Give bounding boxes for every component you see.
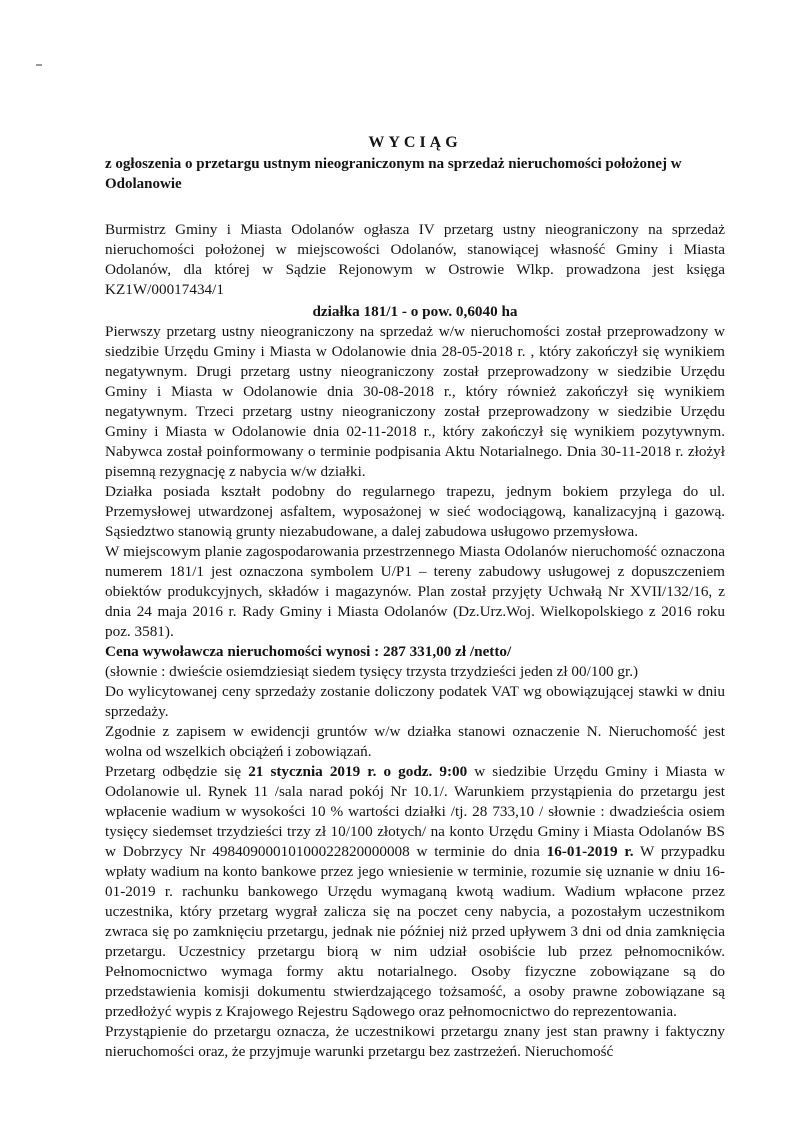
lot-heading: działka 181/1 - o pow. 0,6040 ha [312, 303, 518, 320]
intro-paragraph: Burmistrz Gminy i Miasta Odolanów ogłasza IV przetarg ustny nieograniczony na sprzedaż nieruchomości położonej w miejscowości Odolanów, stanowiącej własność Gminy i Miasta Odolanów, dla której w Sądzie Rejonowym w Ostrowie Wlkp. prowadzona jest księga KZ1W/00017434/1 [105, 221, 725, 298]
auction-text-3: w siedzibie Urzędu Gminy i Miasta w Odolanowie ul. Rynek 11 /sala narad pokój Nr 10.1/. Warunkiem przystąpienia do przetargu jest wpłacenie wadium w wysokości 10 % wartości działki /tj. 28 733,10 / słownie : dwadzieścia osiem tysięcy siedemset trzydzieści trzy zł 10/100 złotych/ na konto Urzędu Gminy i Miasta Odolanów BS w Dobrzycy Nr 49840900010100022820000008 w terminie do dnia [105, 763, 725, 860]
deposit-deadline: 16-01-2019 r. [546, 843, 634, 860]
price-line [105, 642, 725, 662]
zoning-paragraph: W miejscowym planie zagospodarowania przestrzennego Miasta Odolanów nieruchomość oznaczona numerem 181/1 jest oznaczona symbolem U/P1 – tereny zabudowy usługowej z dopuszczeniem obiektów produkcyjnych, składów i magazynów. Plan został przyjęty Uchwałą Nr XVII/132/16, z dnia 24 maja 2016 r. Rady Gminy i Miasta Odolanów (Dz.Urz.Woj. Wielkopolskiego z 2016 roku poz. 3581). [105, 543, 725, 640]
shape-paragraph: Działka posiada kształt podobny do regularnego trapezu, jednym bokiem przylega do ul. Przemysłowej utwardzonej asfaltem, wyposażonej w sieć wodociągową, kanalizacyjną i gazową. Sąsiedztwo stanowią grunty niezabudowane, a dalej zabudowa usługowo przemysłowa. [105, 483, 725, 540]
history-paragraph: Pierwszy przetarg ustny nieograniczony na sprzedaż w/w nieruchomości został przeprowadzony w siedzibie Urzędu Gminy i Miasta w Odolanowie dnia 28-05-2018 r. , który zakończył się wynikiem negatywnym. Drugi przetarg ustny nieograniczony został przeprowadzony w siedzibie Urzędu Gminy i Miasta w Odolanowie dnia 30-08-2018 r., który również zakończył się wynikiem negatywnym. Trzeci przetarg ustny nieograniczony został przeprowadzony w siedzibie Urzędu Gminy i Miasta w Odolanowie dnia 02-11-2018 r., który zakończył się wynikiem pozytywnym. Nabywca został poinformowany o terminie podpisania Aktu Notarialnego. Dnia 30-11-2018 r. złożył pisemną rezygnację z nabycia w/w działki. [105, 323, 725, 480]
document-body [105, 0, 725, 1062]
auction-paragraph [105, 762, 725, 1022]
document-subtitle: z ogłoszenia o przetargu ustnym nieograniczonym na sprzedaż nieruchomości położonej w Odolanowie [105, 156, 682, 192]
register-paragraph: Zgodnie z zapisem w ewidencji gruntów w/w działka stanowi oznaczenie N. Nieruchomość jest wolna od wszelkich obciążeń i zobowiązań. [105, 723, 725, 760]
closing-paragraph: Przystąpienie do przetargu oznacza, że uczestnikowi przetargu znany jest stan prawny i faktyczny nieruchomości oraz, że przyjmuje warunki przetargu bez zastrzeżeń. Nieruchomość [105, 1023, 725, 1060]
document-title: WYCIĄG [368, 134, 462, 151]
auction-text-1: Przetarg odbędzie się [105, 763, 249, 780]
auction-text-4: W przypadku wpłaty wadium na konto bankowe przez jego wniesienie w terminie, rozumie się uznanie w dniu 16-01-2019 r. rachunku bankowego Urzędu wymaganą kwotą wadium. Wadium wpłacone przez uczestnika, który przetarg wygrał zalicza się na poczet ceny nabycia, a pozostałym uczestnikom zwraca się po zamknięciu przetargu, jednak nie później niż przed upływem 3 dni od dnia zamknięcia przetargu. Uczestnicy przetargu biorą w nim udział osobiście lub przez pełnomocników. Pełnomocnictwo wymaga formy aktu notarialnego. Osoby fizyczne zobowiązane są do przedstawienia komisji dokumentu stwierdzającego tożsamość, a osoby prawne zobowiązane są przedłożyć wypis z Krajowego Rejestru Sądowego oraz pełnomocnictwo do reprezentowania. [105, 843, 725, 1020]
scan-mark [36, 64, 42, 66]
price-value: 287 331,00 zł /netto/ [383, 643, 512, 660]
auction-time-label: o godz. [376, 763, 440, 780]
vat-paragraph: Do wylicytowanej ceny sprzedaży zostanie doliczony podatek VAT wg obowiązującej stawki w dniu sprzedaży. [105, 683, 725, 720]
auction-date: 21 stycznia 2019 r. [248, 763, 377, 780]
price-in-words: (słownie : dwieście osiemdziesiąt siedem tysięcy trzysta trzydzieści jeden zł 00/100 gr.) [105, 663, 639, 680]
auction-time: 9:00 [439, 763, 468, 780]
price-label: Cena wywoławcza nieruchomości wynosi : [105, 643, 383, 660]
